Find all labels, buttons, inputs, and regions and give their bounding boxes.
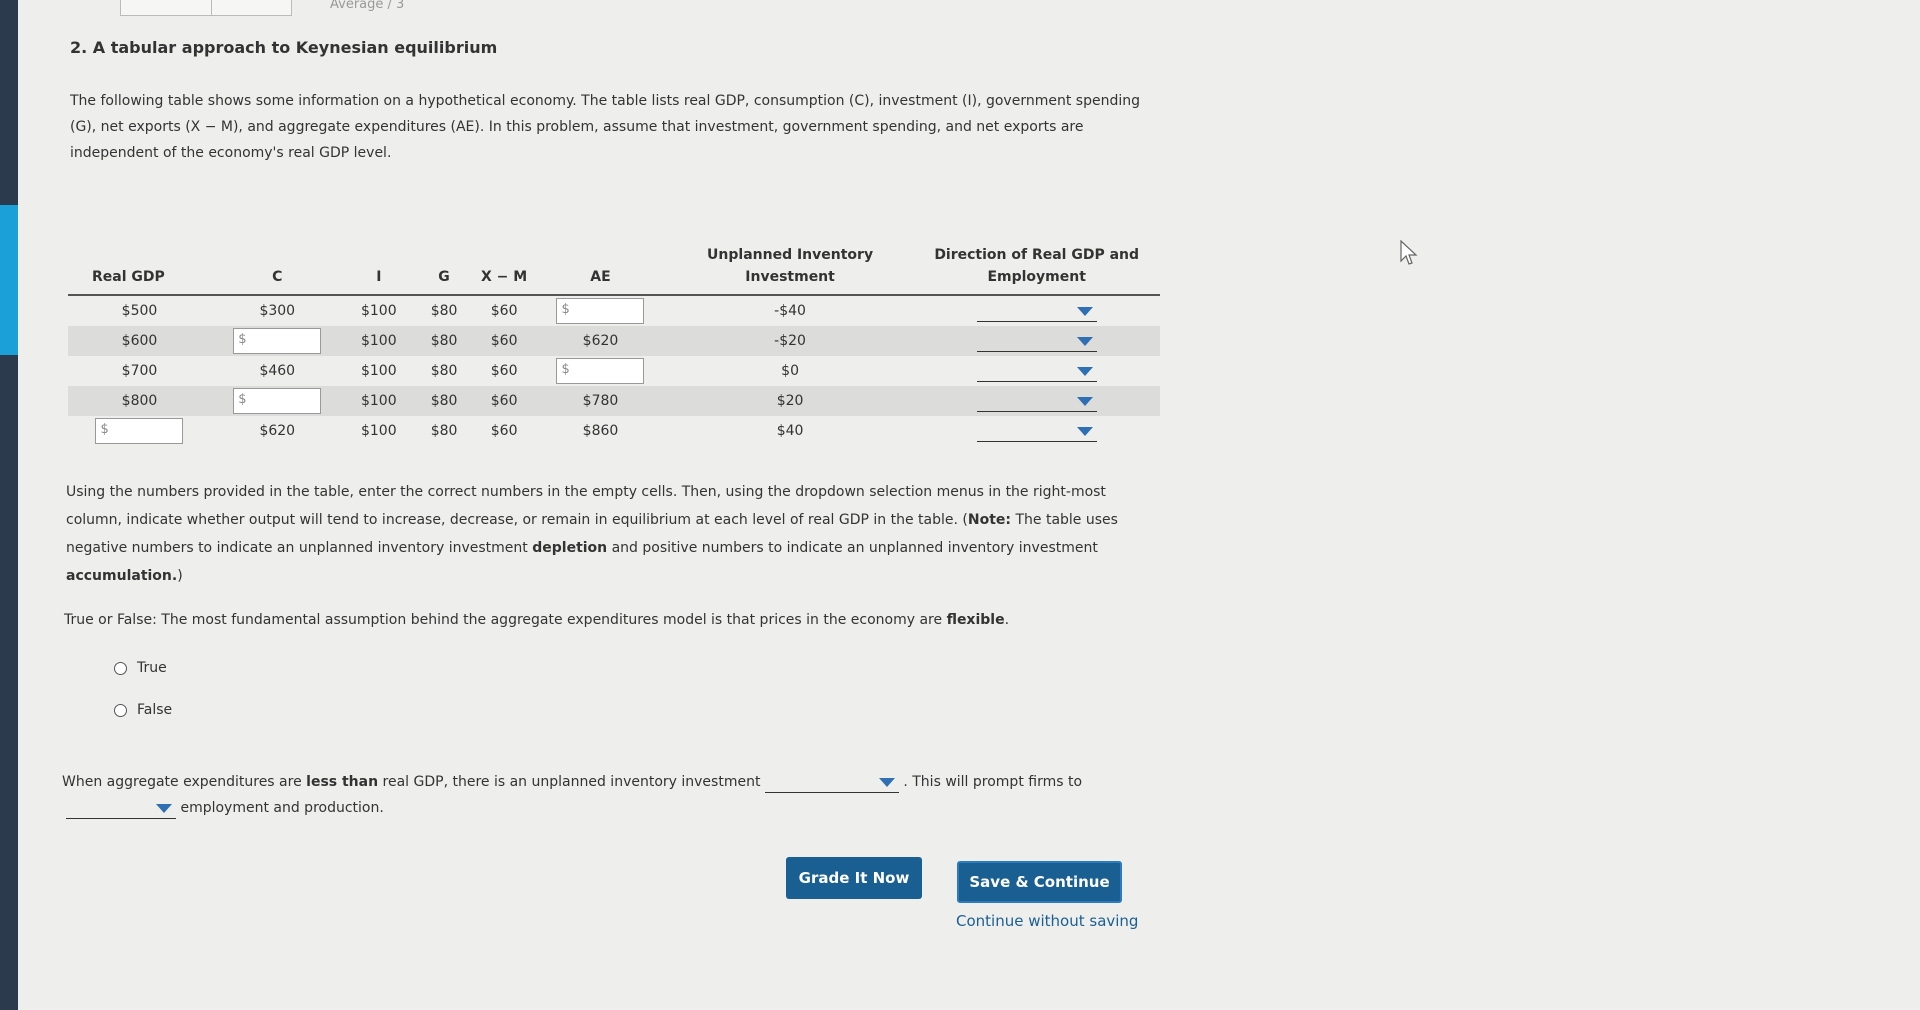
table-row	[68, 386, 1160, 416]
cell-unplanned: $0	[781, 363, 799, 379]
table-row	[68, 356, 1160, 386]
cell-ae	[534, 295, 667, 326]
cell-c: $620	[259, 423, 296, 439]
radio-false-label: False	[137, 702, 173, 718]
cell-i: $100	[344, 326, 414, 356]
direction-dropdown[interactable]	[977, 421, 1097, 442]
table-row	[68, 416, 1160, 446]
header-g: G	[414, 240, 474, 295]
instructions-text: Using the numbers provided in the table, enter the correct numbers in the empty cells. Then, using the dropdown selection menus in the right-most column, indicate whether output will tend to increase, decrease, or remain in equilibrium at each level of real GDP in the table. (	[66, 484, 1106, 528]
cell-g: $80	[430, 303, 458, 319]
chevron-down-icon	[1077, 307, 1093, 316]
mouse-cursor-icon	[1400, 240, 1418, 266]
direction-dropdown[interactable]	[977, 331, 1097, 352]
ae-input[interactable]	[556, 298, 644, 324]
cell-x-m: $60	[474, 326, 534, 356]
radio-true[interactable]	[114, 660, 167, 676]
currency-symbol: $	[561, 362, 570, 377]
cell-i: $100	[344, 386, 414, 416]
fill-in-text: employment and production.	[180, 800, 384, 816]
fill-in-sentence-cont	[66, 794, 384, 822]
cell-direction	[913, 356, 1160, 386]
cell-gdp: $500	[121, 303, 158, 319]
left-nav-bar	[0, 0, 18, 1010]
header-unplanned-inventory: Unplanned Inventory Investment	[667, 240, 914, 295]
cell-gdp: $700	[121, 363, 158, 379]
tf-text: .	[1004, 612, 1010, 628]
less-than-term: less than	[306, 774, 379, 790]
fill-in-text: . This will prompt firms to	[903, 774, 1083, 790]
cell-g: $80	[430, 423, 458, 439]
cell-unplanned: -$40	[774, 303, 806, 319]
continue-without-saving-link[interactable]: Continue without saving	[956, 912, 1139, 930]
cell-c: $300	[259, 303, 296, 319]
currency-symbol: $	[238, 332, 247, 347]
question-intro: The following table shows some information on a hypothetical economy. The table lists real GDP, consumption (C), investment (I), government spending (G), net exports (X − M), and aggregate expenditures (AE). In this problem, assume that investment, government spending, and net exports are independent of the economy's real GDP level.	[70, 93, 1140, 161]
cell-x-m: $60	[490, 303, 518, 319]
cell-direction	[913, 386, 1160, 416]
header-i: I	[344, 240, 414, 295]
instructions-text: and positive numbers to indicate an unplanned inventory investment	[607, 540, 1098, 556]
currency-symbol: $	[100, 422, 109, 437]
cell-ae	[534, 356, 667, 386]
cell-ae: $780	[534, 386, 667, 416]
consumption-input[interactable]	[233, 388, 321, 414]
radio-false[interactable]	[114, 702, 172, 718]
economy-table	[68, 240, 1160, 446]
cell-x-m: $60	[490, 423, 518, 439]
cell-x-m: $60	[490, 363, 518, 379]
currency-symbol: $	[561, 302, 570, 317]
table-row	[68, 295, 1160, 326]
cell-gdp	[68, 416, 211, 446]
cell-direction	[913, 326, 1160, 356]
radio-circle-icon[interactable]	[114, 662, 127, 675]
cell-unplanned: $40	[776, 423, 804, 439]
score-box	[120, 0, 292, 16]
cell-ae: $620	[534, 326, 667, 356]
cell-g: $80	[414, 326, 474, 356]
chevron-down-icon	[1077, 337, 1093, 346]
instructions-text: )	[177, 568, 183, 584]
radio-circle-icon[interactable]	[114, 704, 127, 717]
firms-action-dropdown[interactable]	[66, 798, 176, 819]
cell-i: $100	[360, 423, 397, 439]
header-direction: Direction of Real GDP and Employment	[913, 240, 1160, 295]
cell-i: $100	[360, 363, 397, 379]
cell-c: $460	[259, 363, 296, 379]
chevron-down-icon	[1077, 367, 1093, 376]
cell-ae: $860	[582, 423, 619, 439]
question-title: 2. A tabular approach to Keynesian equilibrium	[70, 38, 498, 57]
real-gdp-input[interactable]	[95, 418, 183, 444]
cell-x-m: $60	[474, 386, 534, 416]
cell-c	[211, 386, 344, 416]
direction-dropdown[interactable]	[977, 391, 1097, 412]
depletion-term: depletion	[532, 540, 608, 556]
cell-direction	[913, 416, 1160, 446]
cell-gdp: $800	[68, 386, 211, 416]
ae-input[interactable]	[556, 358, 644, 384]
chevron-down-icon	[1077, 427, 1093, 436]
inventory-dropdown[interactable]	[765, 772, 899, 793]
tf-text: True or False: The most fundamental assumption behind the aggregate expenditures model is that prices in the economy are	[64, 612, 947, 628]
chevron-down-icon	[879, 778, 895, 787]
chevron-down-icon	[156, 804, 172, 813]
grade-it-now-button[interactable]: Grade It Now	[786, 857, 922, 899]
save-continue-button[interactable]: Save & Continue	[957, 861, 1122, 903]
fill-in-sentence	[62, 768, 1082, 796]
true-false-question	[64, 612, 1009, 628]
table-row	[68, 326, 1160, 356]
direction-dropdown[interactable]	[977, 301, 1097, 322]
cell-g: $80	[414, 386, 474, 416]
cell-g: $80	[430, 363, 458, 379]
cell-gdp: $600	[68, 326, 211, 356]
note-label: Note:	[967, 512, 1012, 528]
cell-i: $100	[360, 303, 397, 319]
header-real-gdp: Real GDP	[68, 240, 211, 295]
cell-direction	[913, 295, 1160, 326]
header-x-m: X − M	[474, 240, 534, 295]
tf-emphasis: flexible	[946, 612, 1005, 628]
header-c: C	[211, 240, 344, 295]
cell-unplanned: -$20	[667, 326, 914, 356]
cell-unplanned: $20	[667, 386, 914, 416]
accumulation-term: accumulation.	[66, 568, 178, 584]
fill-in-text: When aggregate expenditures are	[62, 774, 307, 790]
fill-in-text: real GDP, there is an unplanned inventory investment	[378, 774, 761, 790]
currency-symbol: $	[238, 392, 247, 407]
direction-dropdown[interactable]	[977, 361, 1097, 382]
chevron-down-icon	[1077, 397, 1093, 406]
cell-c	[211, 326, 344, 356]
average-label: Average / 3	[330, 0, 405, 12]
instructions	[66, 478, 1156, 590]
left-nav-accent	[0, 205, 18, 355]
consumption-input[interactable]	[233, 328, 321, 354]
header-ae: AE	[534, 240, 667, 295]
radio-true-label: True	[137, 660, 167, 676]
instructions-text: The table uses negative numbers to indicate an unplanned inventory investment	[66, 512, 1118, 556]
